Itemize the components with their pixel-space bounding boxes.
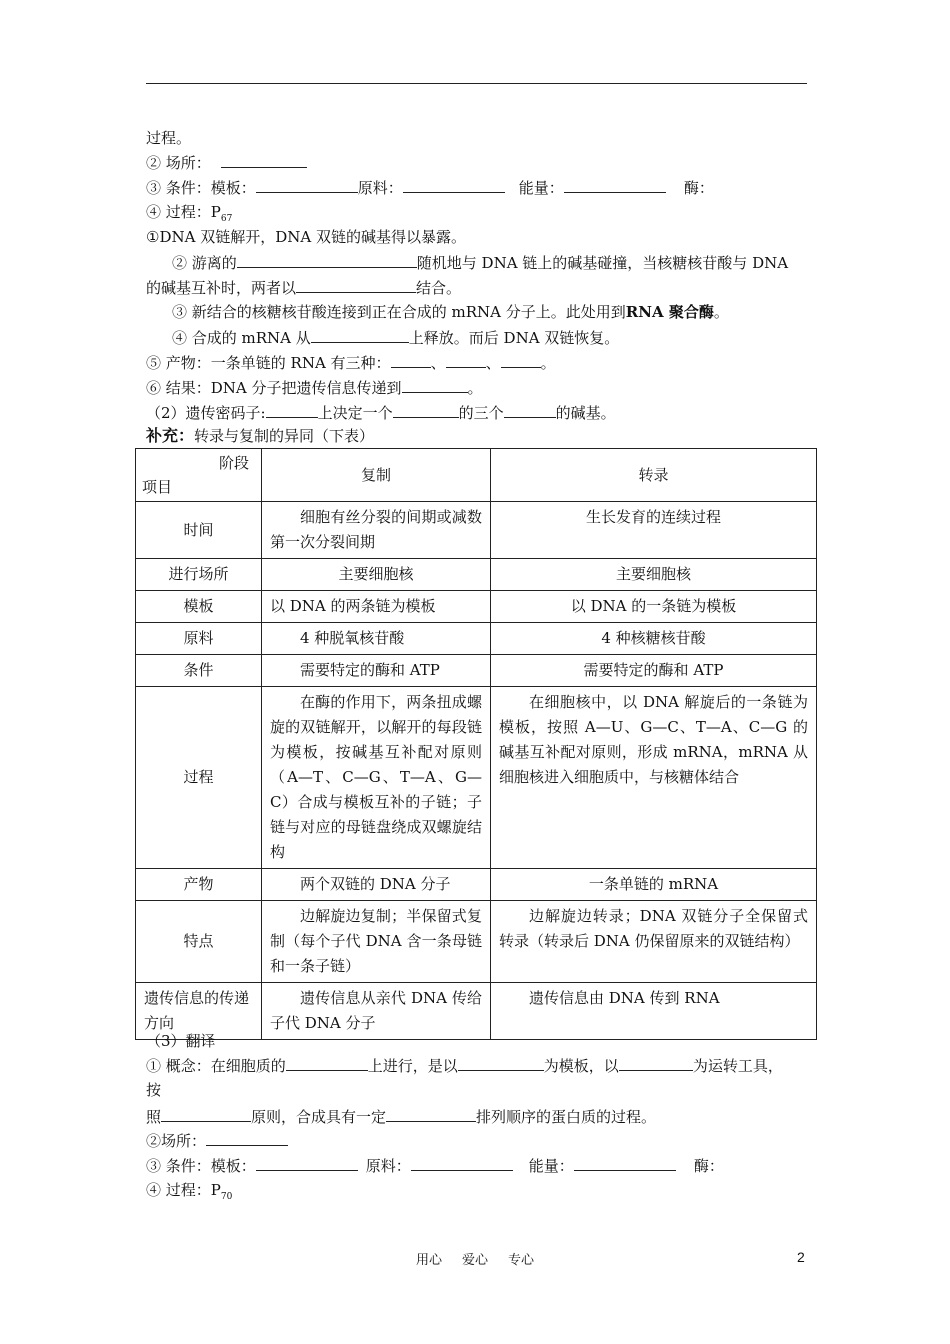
translation-heading: （3）翻译	[146, 1032, 216, 1050]
step-1: ①DNA 双链解开，DNA 双链的碱基得以暴露。	[146, 228, 466, 246]
product-line: ⑤ 产物：一条单链的 RNA 有三种： 、 、 。	[146, 354, 556, 372]
process-line: ④ 过程：$P_{67}$	[146, 203, 233, 224]
blank	[311, 327, 409, 343]
codon-line: （2）遗传密码子: 上决定一个 的三个 的碱基。	[146, 404, 616, 422]
blank	[256, 177, 358, 193]
blank	[221, 152, 307, 168]
concept-line-2: 按	[146, 1081, 162, 1099]
corner-cell: 阶段 项目	[136, 449, 262, 502]
step-2: ② 游离的 随机地与 DNA 链上的碱基碰撞，当核糖核苷酸与 DNA	[172, 254, 789, 272]
table-row: 特点 边解旋边复制；半保留式复制（每个子代 DNA 含一条母链和一条子链） 边解旋边转录；DNA 双链分子全保留式转录（转录后 DNA 仍保留原来的双链结构）	[136, 901, 817, 983]
conditions-line: ③ 条件：模板： 原料： 能量： 酶：	[146, 1157, 724, 1175]
text-line: 过程。	[146, 129, 192, 147]
table-header-row	[136, 449, 817, 502]
table-row: 条件 需要特定的酶和 ATP 需要特定的酶和 ATP	[136, 655, 817, 687]
blank	[411, 1155, 513, 1171]
place-line: ②场所：	[146, 1130, 288, 1151]
step-3: ③ 新结合的核糖核苷酸连接到正在合成的 mRNA 分子上。此处用到RNA 聚合酶。	[172, 303, 729, 321]
blank	[296, 277, 416, 293]
blank	[619, 1055, 693, 1071]
table-row: 产物 两个双链的 DNA 分子 一条单链的 mRNA	[136, 869, 817, 901]
blank	[266, 402, 318, 418]
blank	[286, 1055, 368, 1071]
process-line: ④ 过程：$P_{70}$	[146, 1181, 233, 1202]
blank	[458, 1055, 544, 1071]
table-row: 模板 以 DNA 的两条链为模板 以 DNA 的一条链为模板	[136, 591, 817, 623]
table-row: 遗传信息的传递方向 遗传信息从亲代 DNA 传给子代 DNA 分子 遗传信息由 DNA 传到 RNA	[136, 983, 817, 1040]
blank	[256, 1155, 358, 1171]
concept-line-3: 照 原则，合成具有一定 排列顺序的蛋白质的过程。	[146, 1108, 657, 1126]
blank	[402, 377, 468, 393]
blank	[446, 352, 486, 368]
step-4: ④ 合成的 mRNA 从 上释放。而后 DNA 双链恢复。	[172, 329, 620, 347]
blank	[574, 1155, 676, 1171]
col-header-replication: 复制	[262, 449, 491, 502]
table-row: 进行场所 主要细胞核 主要细胞核	[136, 559, 817, 591]
conditions-line: ③ 条件：模板： 原料： 能量： 酶：	[146, 179, 714, 197]
comparison-table	[135, 448, 817, 1040]
table-row: 过程 在酶的作用下，两条扭成螺旋的双链解开，以解开的每段链为模板，按碱基互补配对原则（A—T、C—G、T—A、G—C）合成与模板互补的子链；子链与对应的母链盘绕成双螺旋结构 在细胞核中，以 DNA 解旋后的一条链为模板，按照 A—U、G—C、T—A、C—G 的碱基互补配对原则，形成 mRNA，mRNA 从细胞核进入细胞质中，与核糖体结合	[136, 687, 817, 869]
result-line: ⑥ 结果：DNA 分子把遗传信息传递到 。	[146, 379, 483, 397]
blank	[386, 1106, 476, 1122]
place-line: ② 场所：	[146, 152, 307, 173]
col-header-transcription: 转录	[491, 449, 817, 502]
footer: 用心 爱心 专心	[415, 1253, 535, 1268]
page-number: 2	[797, 1249, 805, 1265]
blank	[564, 177, 666, 193]
blank	[393, 402, 459, 418]
blank	[161, 1106, 251, 1122]
blank	[391, 352, 431, 368]
supplement-line: 补充：转录与复制的异同（下表）	[146, 426, 375, 445]
blank	[206, 1130, 288, 1146]
step-2-cont: 的碱基互补时，两者以 结合。	[146, 279, 462, 297]
blank	[501, 352, 541, 368]
blank	[237, 252, 417, 268]
header-rule	[146, 83, 807, 84]
blank	[403, 177, 505, 193]
table-row: 原料 4 种脱氧核苷酸 4 种核糖核苷酸	[136, 623, 817, 655]
blank	[504, 402, 556, 418]
table-row: 时间 细胞有丝分裂的间期或减数第一次分裂间期 生长发育的连续过程	[136, 502, 817, 559]
concept-line: ① 概念：在细胞质的 上进行，是以 为模板，以 为运转工具，	[146, 1057, 783, 1075]
